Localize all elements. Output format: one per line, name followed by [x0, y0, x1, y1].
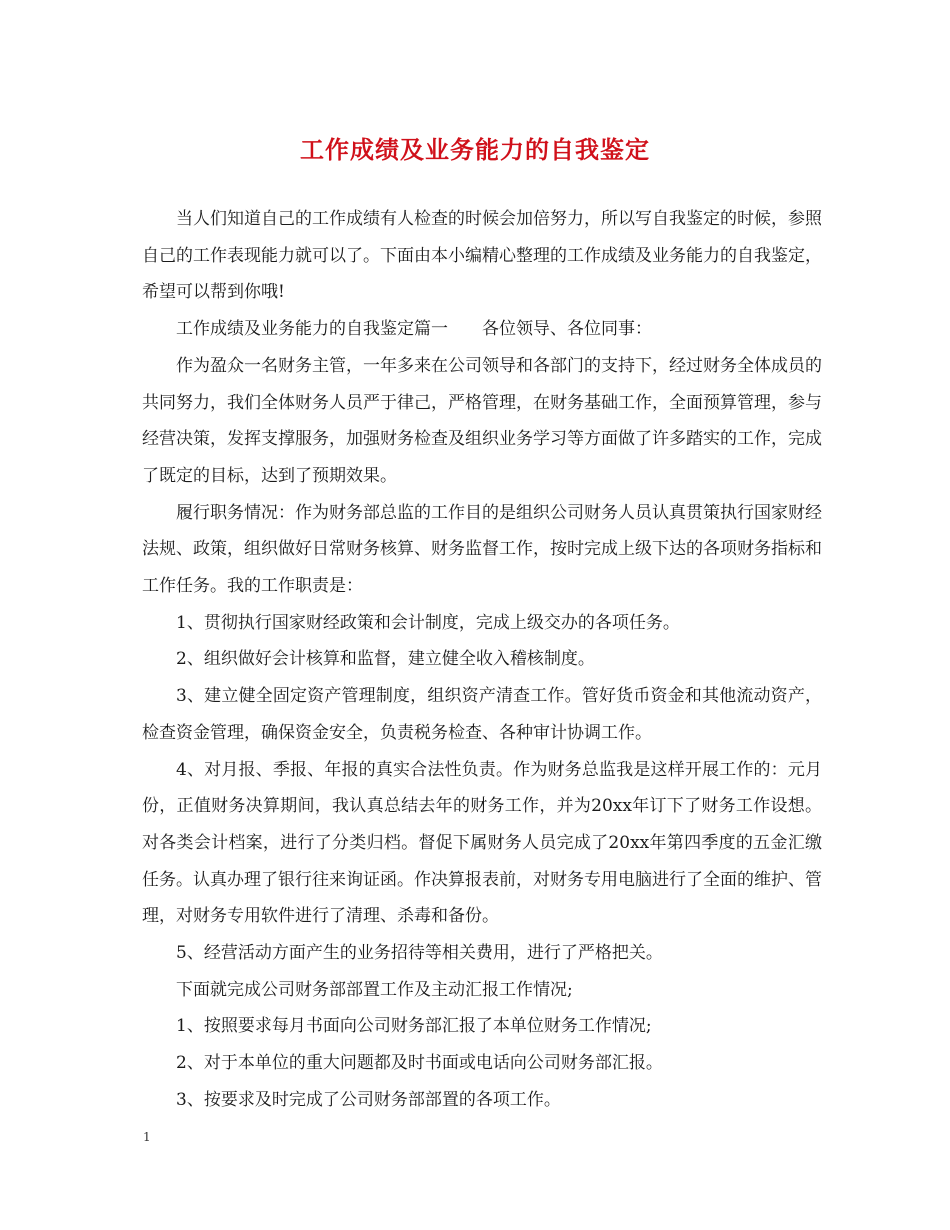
- list-item: 1、按照要求每月书面向公司财务部汇报了本单位财务工作情况;: [176, 1016, 652, 1037]
- list-item: 3、按要求及时完成了公司财务部部置的各项工作。: [176, 1089, 561, 1110]
- body-paragraph: 履行职务情况：作为财务部总监的工作目的是组织公司财务人员认真贯策执行国家财经法规、政策，组织做好日常财务核算、财务监督工作，按时完成上级下达的各项财务指标和工作任务。我的工作职责是：: [142, 502, 822, 597]
- body-paragraph: 下面就完成公司财务部部置工作及主动汇报工作情况;: [176, 979, 573, 1000]
- document-body: [142, 201, 822, 1119]
- section-heading-paragraph: 工作成绩及业务能力的自我鉴定篇一 各位领导、各位同事：: [176, 319, 652, 340]
- list-item: 1、贯彻执行国家财经政策和会计制度，完成上级交办的各项任务。: [176, 612, 680, 633]
- intro-paragraph: 当人们知道自己的工作成绩有人检查的时候会加倍努力，所以写自我鉴定的时候，参照自己的工作表现能力就可以了。下面由本小编精心整理的工作成绩及业务能力的自我鉴定，希望可以帮到你哦!: [142, 209, 822, 303]
- list-item: 5、经营活动方面产生的业务招待等相关费用，进行了严格把关。: [176, 943, 663, 964]
- page-number: 1: [143, 1130, 151, 1144]
- list-item: 3、建立健全固定资产管理制度，组织资产清查工作。管好货币资金和其他流动资产，检查资金管理，确保资金安全，负责税务检查、各种审计协调工作。: [142, 686, 822, 743]
- list-item: 4、对月报、季报、年报的真实合法性负责。作为财务总监我是这样开展工作的：元月份，正值财务决算期间，我认真总结去年的财务工作，并为20xx年订下了财务工作设想。对各类会计档案，进行了分类归档。督促下属财务人员完成了20xx年第四季度的五金汇缴任务。认真办理了银行往来询证函。作决算报表前，对财务专用电脑进行了全面的维护、管理，对财务专用软件进行了清理、杀毒和备份。: [142, 759, 822, 927]
- list-item: 2、组织做好会计核算和监督，建立健全收入稽核制度。: [176, 649, 595, 670]
- list-item: 2、对于本单位的重大问题都及时书面或电话向公司财务部汇报。: [176, 1053, 663, 1074]
- document-title: 工作成绩及业务能力的自我鉴定: [300, 135, 650, 164]
- body-paragraph: 作为盈众一名财务主管，一年多来在公司领导和各部门的支持下，经过财务全体成员的共同努力，我们全体财务人员严于律己，严格管理，在财务基础工作，全面预算管理，参与经营决策，发挥支撑服务，加强财务检查及组织业务学习等方面做了许多踏实的工作，完成了既定的目标，达到了预期效果。: [142, 355, 822, 486]
